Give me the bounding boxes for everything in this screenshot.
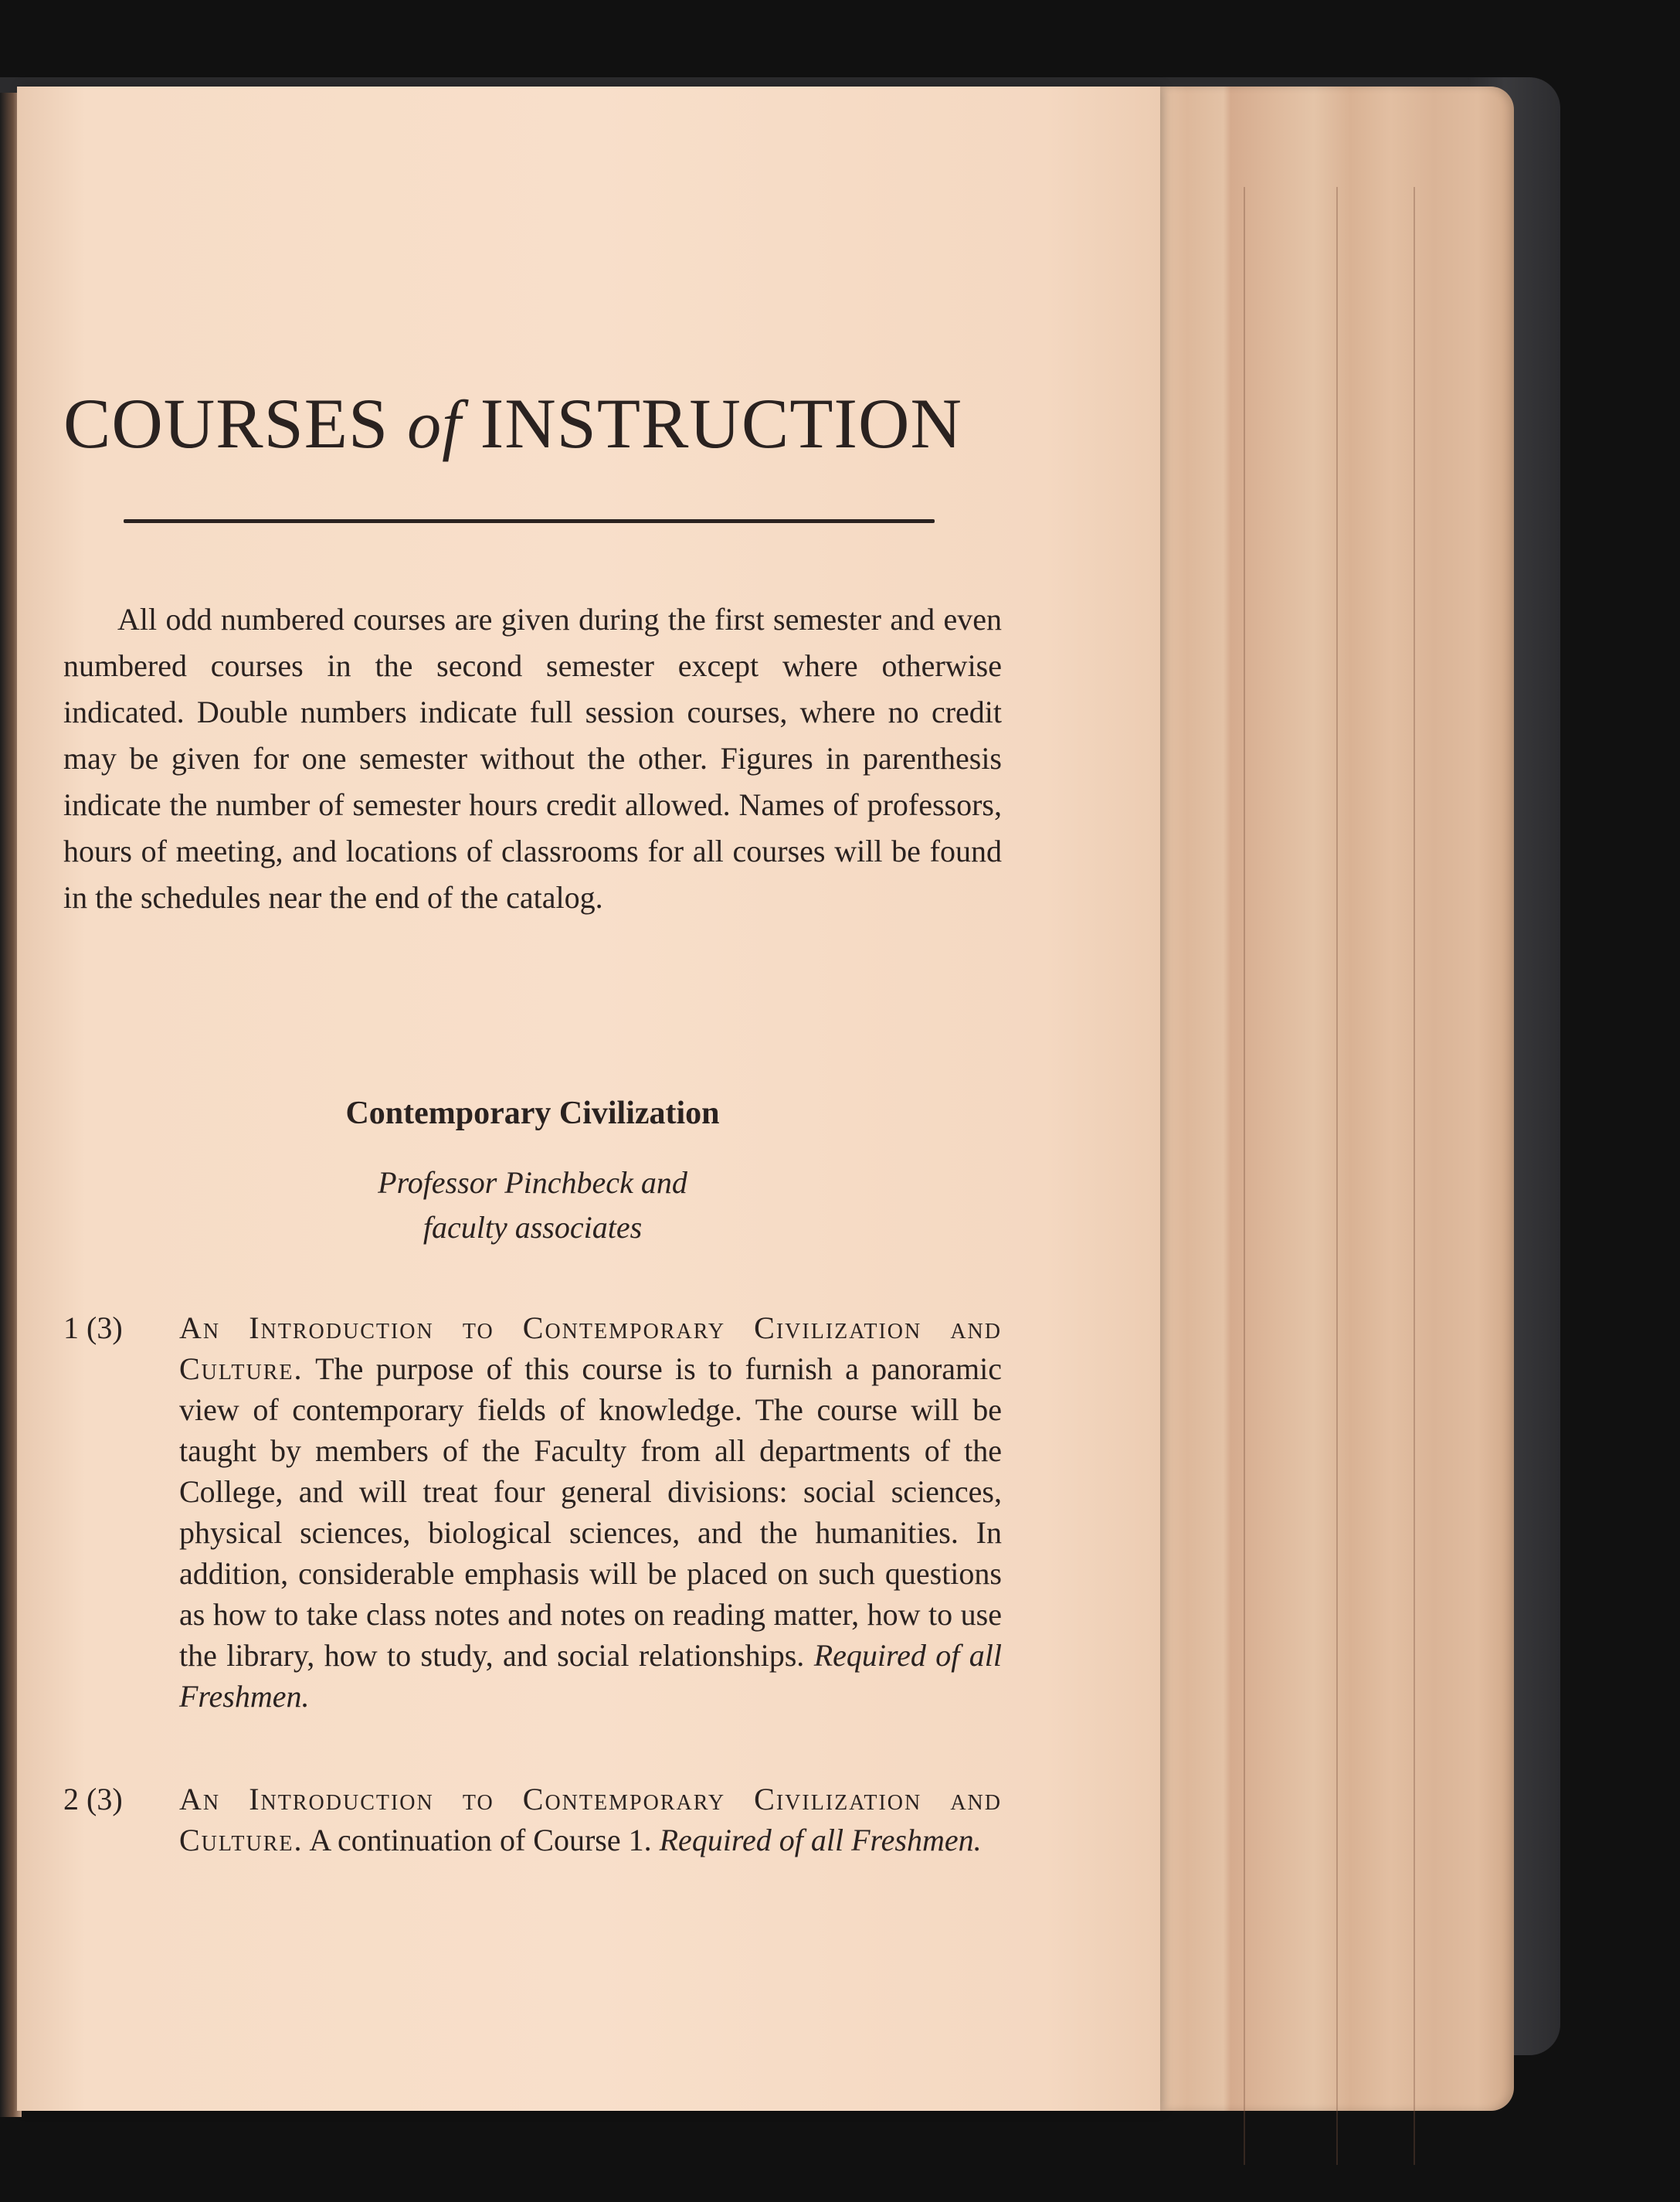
course-text — [63, 1779, 1002, 1860]
intro-paragraph: All odd numbered courses are given during the first semester and even numbered courses in the second semester except where otherwise indicated. Double numbers indicate full session courses, where no credit may be given for one semester without the other. Figures in parenthesis indicate the number of semester hours credit allowed. Names of professors, hours of meeting, and locations of classrooms for all courses will be found in the schedules near the end of the catalog. — [63, 602, 1002, 915]
course-description: The purpose of this course is to furnish a panoramic view of contemporary fields of knowledge. The course will be taught by members of the Faculty from all departments of the College, and will treat four general divisions: social sciences, physical sciences, biological sciences, and the humanities. In addition, considerable emphasis will be placed on such questions as how to take class notes and notes on reading matter, how to use the library, how to study, and social relationships. — [179, 1351, 1002, 1673]
page-edge-line — [1336, 187, 1338, 2165]
title-of: of — [407, 388, 462, 463]
course-entry — [63, 1779, 1002, 1860]
page-edge-line — [1244, 187, 1245, 2165]
course-number: 2 (3) — [63, 1782, 123, 1816]
course-note: Required of all Freshmen. — [659, 1823, 982, 1857]
section-heading: Contemporary Civilization — [345, 1096, 720, 1131]
course-title: An Introduction to Contemporary Civilization and Culture. — [179, 1310, 1002, 1386]
course-text — [63, 1307, 1002, 1717]
instructor-line: faculty associates — [423, 1210, 643, 1245]
course-entry — [63, 1307, 1002, 1717]
course-number: 1 (3) — [63, 1310, 123, 1345]
page-edge-line — [1414, 187, 1415, 2165]
page-title — [63, 384, 1006, 463]
page-edges — [1151, 87, 1514, 2111]
title-part: COURSES — [63, 384, 408, 463]
title-part: INSTRUCTION — [461, 384, 962, 463]
course-title: An Introduction to Contemporary Civilization and Culture. — [179, 1782, 1002, 1857]
catalog-page — [17, 87, 1160, 2111]
course-note: Required of all Freshmen. — [179, 1638, 1002, 1714]
title-rule — [124, 519, 935, 523]
section-instructor — [63, 1160, 1002, 1250]
instructor-line: Professor Pinchbeck and — [378, 1165, 687, 1200]
course-description: A continuation of Course 1. — [309, 1823, 652, 1857]
